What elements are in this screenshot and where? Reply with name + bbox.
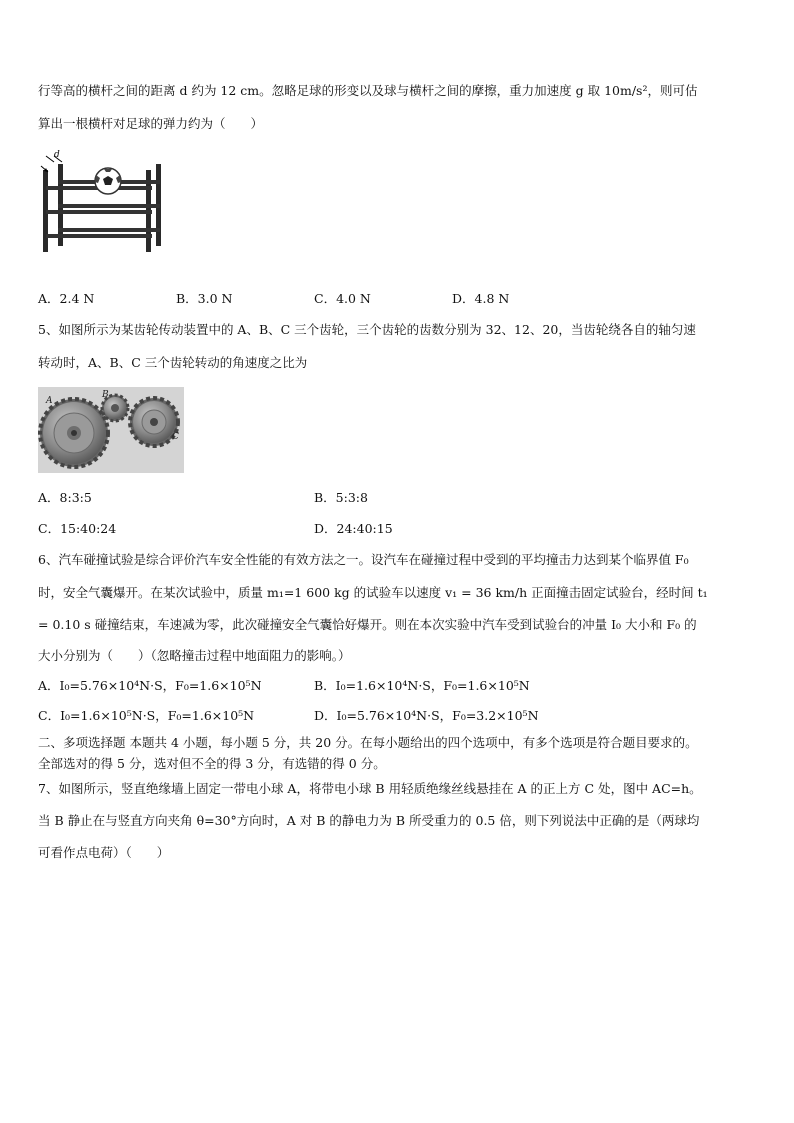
section2-heading-line2: 全部选对的得 5 分，选对但不全的得 3 分，有选错的得 0 分。 bbox=[38, 756, 386, 771]
q4-text-line1: 行等高的横杆之间的距离 d 约为 12 cm。忽略足球的形变以及球与横杆之间的摩擦，重力加速度 g 取 10m/s²，则可估 bbox=[38, 83, 698, 98]
q5-option-c: C．15:40:24 bbox=[38, 521, 117, 536]
q4-option-a: A．2.4 N bbox=[38, 291, 95, 306]
q6-text-line1: 6、汽车碰撞试验是综合评价汽车安全性能的有效方法之一。设汽车在碰撞过程中受到的平均撞击力达到某个临界值 F₀ bbox=[38, 552, 689, 567]
q5-text-line2: 转动时，A、B、C 三个齿轮转动的角速度之比为 bbox=[38, 355, 308, 370]
gear-label-c: C bbox=[172, 432, 179, 442]
q5-option-d: D．24:40:15 bbox=[314, 521, 393, 536]
q4-option-c: C．4.0 N bbox=[314, 291, 371, 306]
q5-text-line1: 5、如图所示为某齿轮传动装置中的 A、B、C 三个齿轮，三个齿轮的齿数分别为 32、12、20，当齿轮绕各自的轴匀速 bbox=[38, 322, 696, 337]
q6-text-line3: = 0.10 s 碰撞结束，车速减为零，此次碰撞安全气囊恰好爆开。则在本次实验中汽车受到试验台的冲量 I₀ 大小和 F₀ 的 bbox=[38, 617, 697, 632]
q4-text-line2: 算出一根横杆对足球的弹力约为（ ） bbox=[38, 116, 264, 131]
q6-option-c: C．I₀=1.6×10⁵N·S，F₀=1.6×10⁵N bbox=[38, 708, 255, 723]
q6-text-line4: 大小分别为（ ）（忽略撞击过程中地面阻力的影响。） bbox=[38, 648, 351, 663]
q4-option-b: B．3.0 N bbox=[176, 291, 233, 306]
q6-option-d: D．I₀=5.76×10⁴N·S，F₀=3.2×10⁵N bbox=[314, 708, 539, 723]
gears-figure bbox=[38, 387, 184, 473]
q7-text-line3: 可看作点电荷）（ ） bbox=[38, 845, 170, 860]
shelf-with-ball-figure bbox=[38, 148, 168, 254]
q6-text-line2: 时，安全气囊爆开。在某次试验中，质量 m₁=1 600 kg 的试验车以速度 v₁ = 36 km/h 正面撞击固定试验台，经时间 t₁ bbox=[38, 585, 708, 600]
section2-heading-line1: 二、多项选择题 本题共 4 小题，每小题 5 分，共 20 分。在每小题给出的四个选项中，有多个选项是符合题目要求的。 bbox=[38, 735, 698, 750]
q6-option-a: A．I₀=5.76×10⁴N·S，F₀=1.6×10⁵N bbox=[38, 678, 262, 693]
q4-option-d: D．4.8 N bbox=[452, 291, 510, 306]
gear-label-a: A bbox=[46, 396, 53, 406]
q7-text-line1: 7、如图所示，竖直绝缘墙上固定一带电小球 A，将带电小球 B 用轻质绝缘丝线悬挂在 A 的正上方 C 处，图中 AC=h。 bbox=[38, 781, 702, 796]
q6-option-b: B．I₀=1.6×10⁴N·S，F₀=1.6×10⁵N bbox=[314, 678, 530, 693]
q5-option-a: A．8:3:5 bbox=[38, 490, 92, 505]
q5-option-b: B．5:3:8 bbox=[314, 490, 368, 505]
d-label: d bbox=[54, 150, 60, 160]
gear-label-b: B bbox=[102, 390, 109, 400]
q7-text-line2: 当 B 静止在与竖直方向夹角 θ=30°方向时，A 对 B 的静电力为 B 所受重力的 0.5 倍，则下列说法中正确的是（两球均 bbox=[38, 813, 700, 828]
